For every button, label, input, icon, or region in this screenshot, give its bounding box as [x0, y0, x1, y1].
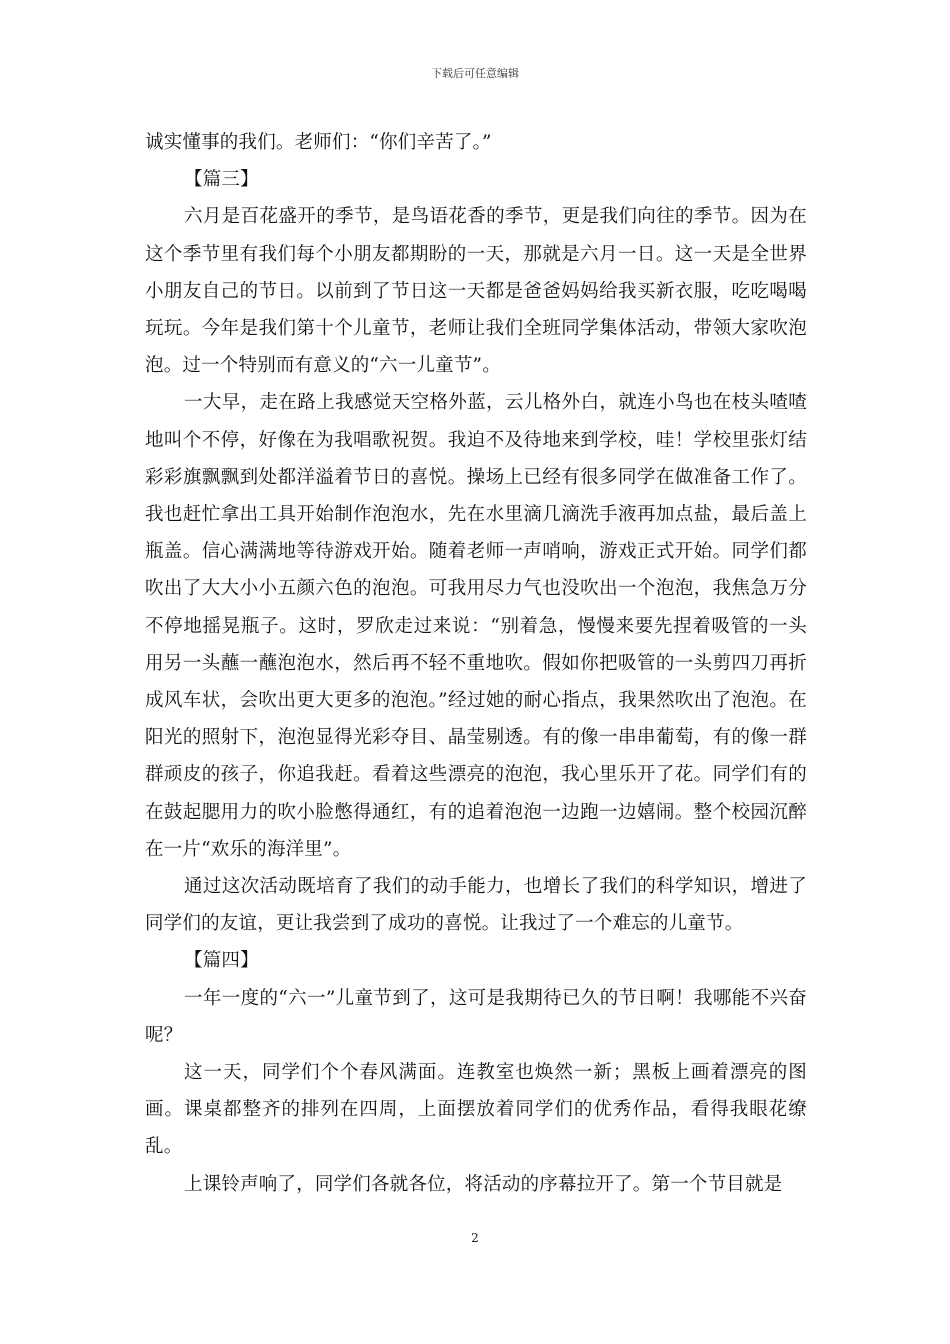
paragraph: 上课铃声响了，同学们各就各位，将活动的序幕拉开了。第一个节目就是 [184, 1173, 783, 1195]
page-number: 2 [471, 1231, 479, 1245]
paragraph: 这一天，同学们个个春风满面。连教室也焕然一新；黑板上画着漂亮的图画。课桌都整齐的排列在四周，上面摆放着同学们的优秀作品，看得我眼花缭乱。 [145, 1062, 807, 1158]
page-header: 下载后可任意编辑 [431, 67, 519, 80]
section-heading-part-three: 【篇三】 [184, 169, 259, 191]
paragraph-continuation: 诚实懂事的我们。老师们：“你们辛苦了。” [145, 132, 492, 153]
document-body [145, 124, 807, 1203]
paragraph: 通过这次活动既培育了我们的动手能力，也增长了我们的科学知识，增进了同学们的友谊，更让我尝到了成功的喜悦。让我过了一个难忘的儿童节。 [145, 876, 807, 935]
paragraph: 一大早，走在路上我感觉天空格外蓝，云儿格外白，就连小鸟也在枝头喳喳地叫个不停，好像在为我唱歌祝贺。我迫不及待地来到学校，哇！学校里张灯结彩彩旗飘飘到处都洋溢着节日的喜悦。操场上已经有很多同学在做准备工作了。我也赶忙拿出工具开始制作泡泡水，先在水里滴几滴洗手液再加点盐，最后盖上瓶盖。信心满满地等待游戏开始。随着老师一声哨响，游戏正式开始。同学们都吹出了大大小小五颜六色的泡泡。可我用尽力气也没吹出一个泡泡，我焦急万分不停地摇晃瓶子。这时，罗欣走过来说：“别着急，慢慢来要先捏着吸管的一头用另一头蘸一蘸泡泡水，然后再不轻不重地吹。假如你把吸管的一头剪四刀再折成风车状，会吹出更大更多的泡泡。”经过她的耐心指点，我果然吹出了泡泡。在阳光的照射下，泡泡显得光彩夺目、晶莹剔透。有的像一串串葡萄，有的像一群群顽皮的孩子，你追我赶。看着这些漂亮的泡泡，我心里乐开了花。同学们有的在鼓起腮用力的吹小脸憋得通红，有的追着泡泡一边跑一边嬉闹。整个校园沉醉在一片“欢乐的海洋里”。 [145, 392, 807, 860]
paragraph: 一年一度的“六一”儿童节到了，这可是我期待已久的节日啊！我哪能不兴奋呢？ [145, 987, 807, 1046]
section-heading-part-four: 【篇四】 [184, 950, 259, 972]
paragraph: 六月是百花盛开的季节，是鸟语花香的季节，更是我们向往的季节。因为在这个季节里有我们每个小朋友都期盼的一天，那就是六月一日。这一天是全世界小朋友自己的节日。以前到了节日这一天都是爸爸妈妈给我买新衣服，吃吃喝喝玩玩。今年是我们第十个儿童节，老师让我们全班同学集体活动，带领大家吹泡泡。过一个特别而有意义的“六一儿童节”。 [145, 206, 807, 377]
